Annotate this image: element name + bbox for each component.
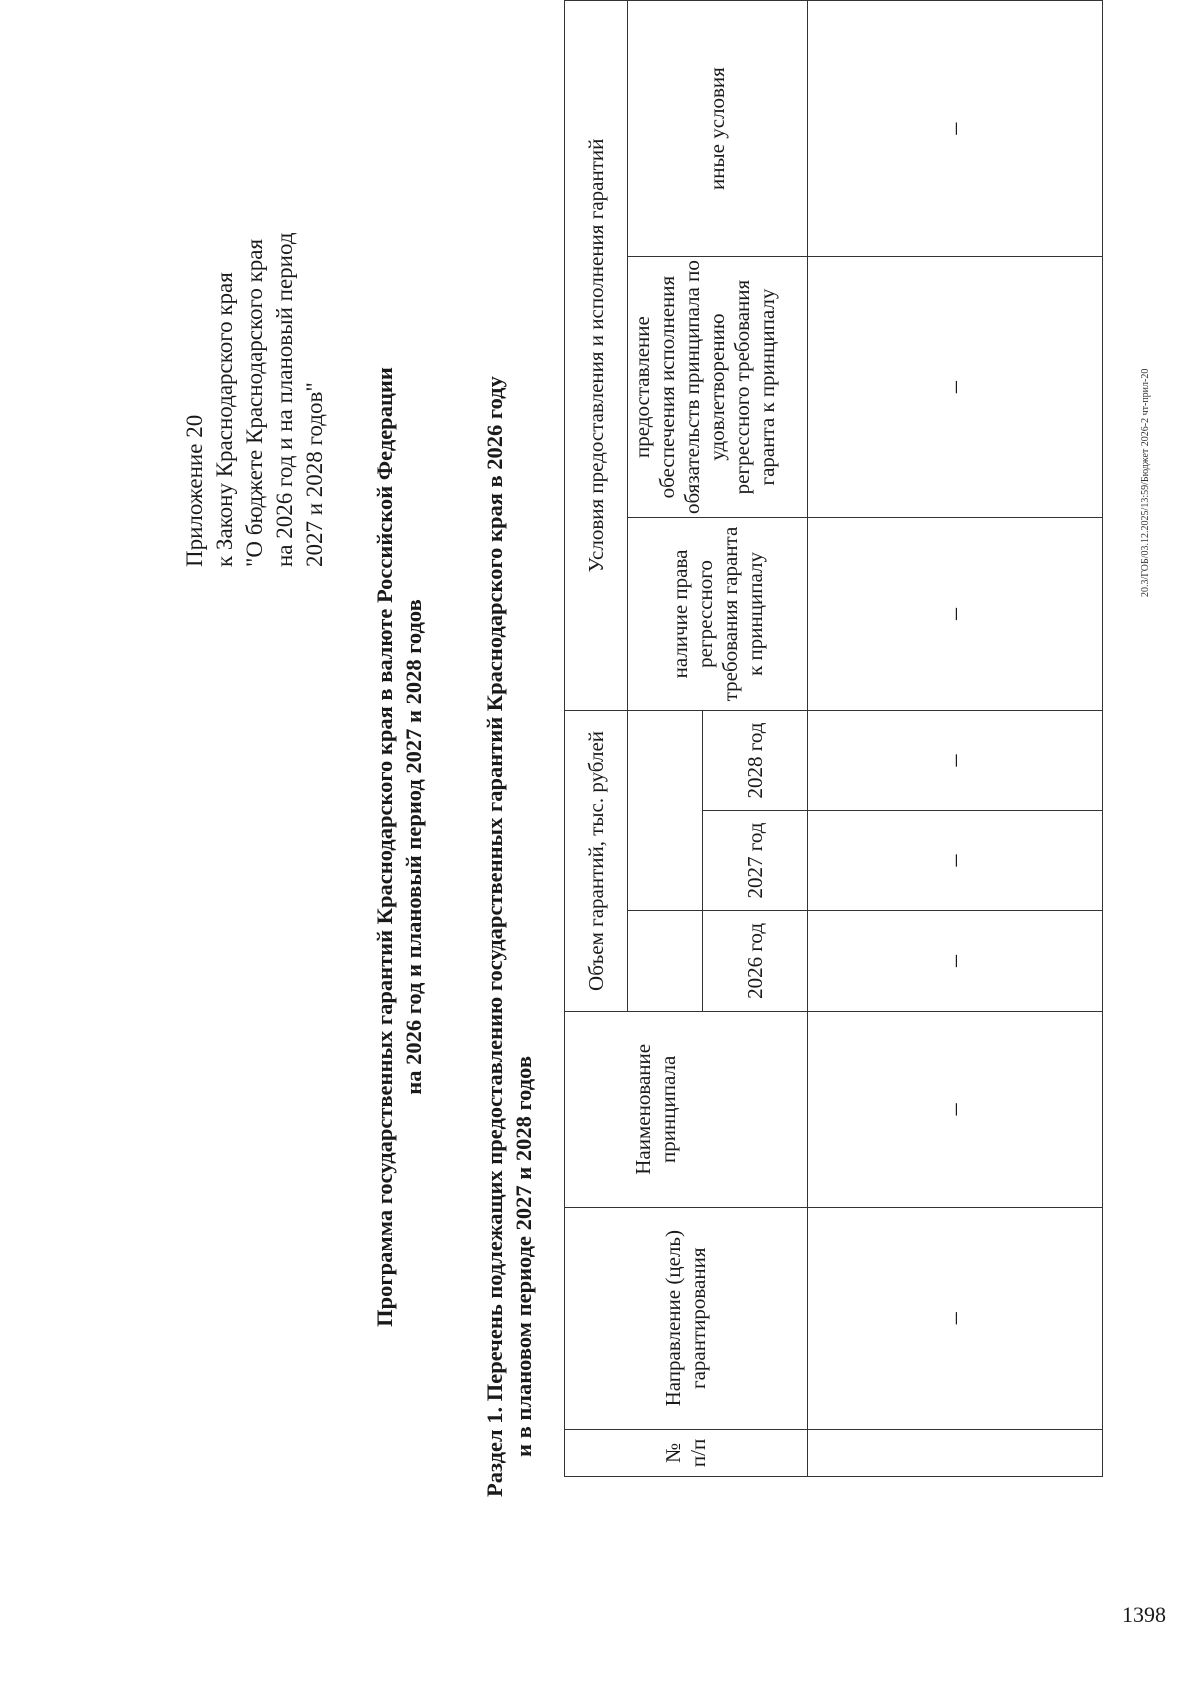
header-num: № п/п <box>565 1429 808 1476</box>
guarantees-table <box>564 0 1103 1477</box>
header-conditions: Условия предоставления и исполнения гарантий <box>565 1 628 711</box>
appendix-line: на 2026 год и на плановый период <box>272 232 297 567</box>
appendix-reference <box>180 232 330 567</box>
header-row-1 <box>565 1 628 1477</box>
cell-regress-right: – <box>808 518 1103 711</box>
cell-year-2028: – <box>808 710 1103 810</box>
header-other-conditions: иные условия <box>628 1 808 257</box>
cell-num <box>808 1429 1103 1476</box>
section-line: Раздел 1. Перечень подлежащих предоставлению государственных гарантий Краснодарского края в 2026 году <box>482 376 507 1497</box>
cell-other-conditions: – <box>808 1 1103 257</box>
cell-year-2026: – <box>808 910 1103 1011</box>
section-line: и в плановом периоде 2027 и 2028 годов <box>511 1056 536 1457</box>
header-spacer <box>628 910 703 1011</box>
cell-principal-name: – <box>808 1011 1103 1207</box>
guarantees-table-wrap <box>564 0 1103 1477</box>
header-regress-right: наличие права регрессного требования гаранта к принципалу <box>628 518 808 711</box>
cell-year-2027: – <box>808 810 1103 910</box>
title-line: Программа государственных гарантий Краснодарского края в валюте Российской Федерации <box>372 367 397 1327</box>
document-title <box>370 197 428 1497</box>
header-security: предоставление обеспечения исполнения обязательств принципала по удовлетворению регрессного требования гаранта к принципалу <box>628 257 808 518</box>
cell-direction: – <box>808 1207 1103 1429</box>
header-direction: Направление (цель) гарантирования <box>565 1207 808 1429</box>
header-year-2027: 2027 год <box>703 810 808 910</box>
appendix-line: "О бюджете Краснодарского края <box>242 238 267 567</box>
cell-security: – <box>808 257 1103 518</box>
page-number: 1398 <box>1122 1602 1166 1627</box>
header-volume: Объем гарантий, тыс. рублей <box>565 710 628 1011</box>
appendix-line: 2027 и 2028 годов" <box>302 382 327 567</box>
appendix-line: к Закону Краснодарского края <box>212 272 237 567</box>
appendix-line: Приложение 20 <box>182 414 207 567</box>
document-code: 20.3/ГОБ/03.12.2025/13:59/Бюджет 2026-2 чт-прил-20 <box>1140 368 1151 597</box>
header-year-2028: 2028 год <box>703 710 808 810</box>
title-line: на 2026 год и плановый период 2027 и 2028 годов <box>401 599 426 1095</box>
table-row <box>808 1 1103 1477</box>
header-spacer <box>628 710 703 910</box>
header-principal-name: Наименование принципала <box>565 1011 808 1207</box>
header-year-2026: 2026 год <box>703 910 808 1011</box>
section-heading <box>480 197 538 1497</box>
